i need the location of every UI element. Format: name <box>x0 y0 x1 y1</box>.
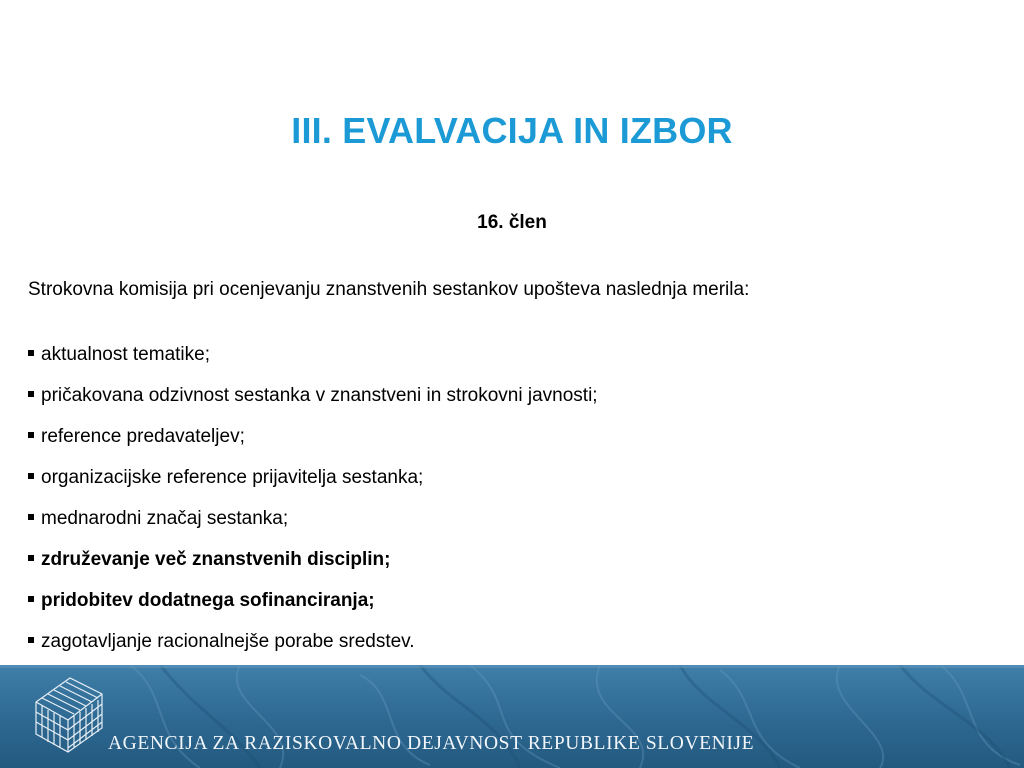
criteria-text: pričakovana odzivnost sestanka v znanstveni in strokovni javnosti; <box>41 385 598 406</box>
agency-name: AGENCIJA ZA RAZISKOVALNO DEJAVNOST REPUBLIKE SLOVENIJE <box>108 733 755 754</box>
criteria-text: združevanje več znanstvenih disciplin; <box>41 549 391 570</box>
slide-title: III. EVALVACIJA IN IZBOR <box>291 110 733 151</box>
intro-paragraph: Strokovna komisija pri ocenjevanju znanstvenih sestankov upošteva naslednja merila: <box>28 279 750 300</box>
bullet-icon <box>28 596 34 602</box>
criteria-item <box>28 466 598 507</box>
criteria-list <box>28 343 598 671</box>
criteria-text: reference predavateljev; <box>41 426 245 447</box>
criteria-item <box>28 548 598 589</box>
bullet-icon <box>28 473 34 479</box>
criteria-text: mednarodni značaj sestanka; <box>41 508 289 529</box>
criteria-item <box>28 384 598 425</box>
criteria-item <box>28 425 598 466</box>
criteria-text: aktualnost tematike; <box>41 344 210 365</box>
criteria-text: pridobitev dodatnega sofinanciranja; <box>41 590 375 611</box>
criteria-text: organizacijske reference prijavitelja sestanka; <box>41 467 424 488</box>
criteria-text: zagotavljanje racionalnejše porabe sredstev. <box>41 631 415 652</box>
bullet-icon <box>28 350 34 356</box>
bullet-icon <box>28 514 34 520</box>
bullet-icon <box>28 555 34 561</box>
criteria-item <box>28 343 598 384</box>
bullet-icon <box>28 637 34 643</box>
grid-cube-logo-icon <box>30 672 108 756</box>
criteria-item <box>28 507 598 548</box>
article-heading: 16. člen <box>477 212 547 233</box>
bullet-icon <box>28 432 34 438</box>
bullet-icon <box>28 391 34 397</box>
criteria-item <box>28 589 598 630</box>
